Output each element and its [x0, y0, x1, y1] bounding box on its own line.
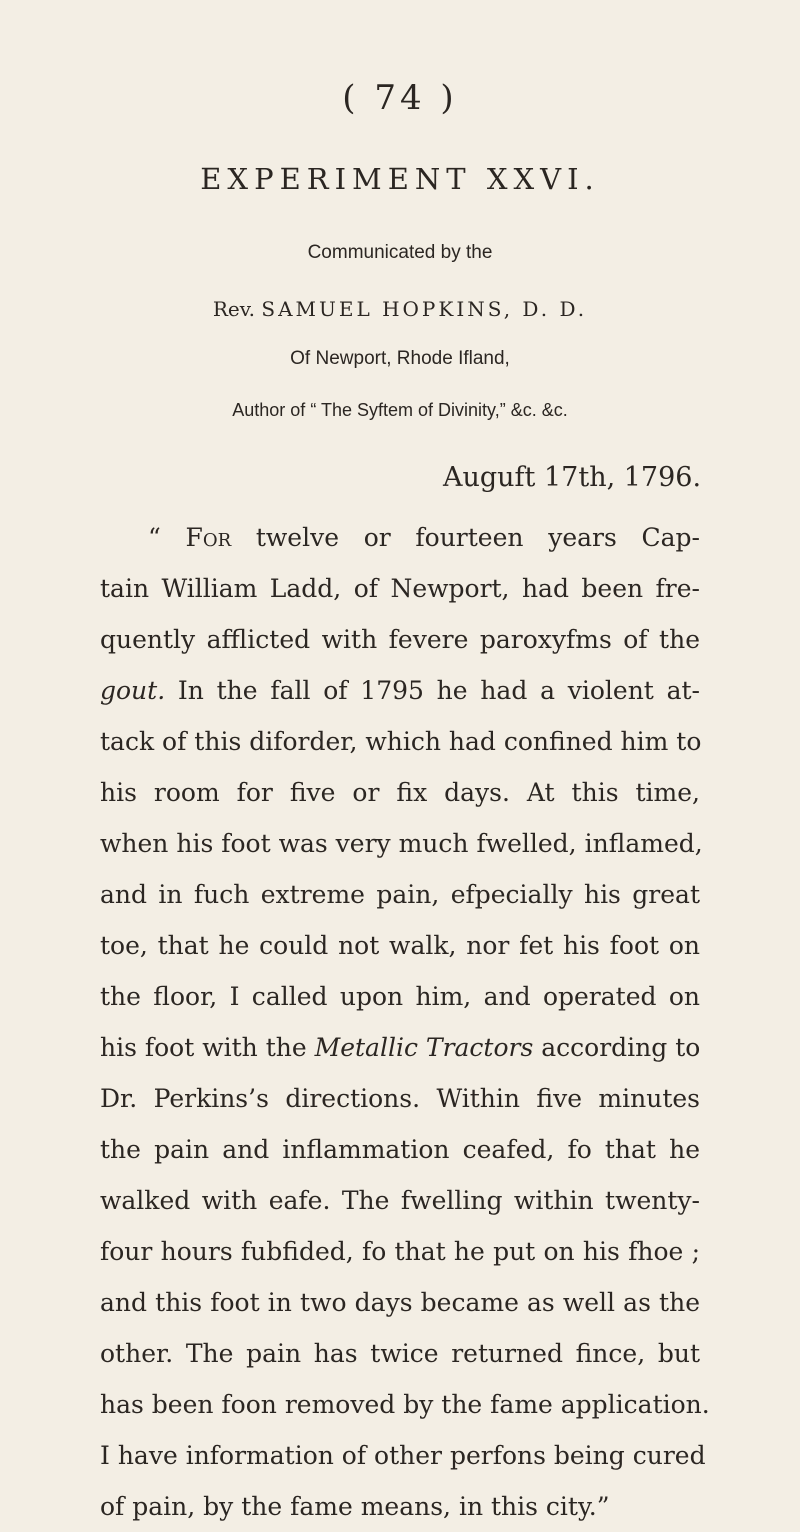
experiment-title: EXPERIMENT XXVI. — [200, 162, 600, 196]
body-line: has been foon removed by the fame application. — [100, 1390, 710, 1419]
page-number: ( 74 ) — [342, 78, 458, 118]
body-line: tack of this diforder, which had confined him to — [100, 727, 702, 756]
body-line: gout. In the fall of 1795 he had a violent at- — [100, 676, 700, 705]
body-line: four hours fubfided, fo that he put on his fhoe ; — [100, 1237, 700, 1266]
body-line: walked with eafe. The fwelling within twenty- — [100, 1186, 700, 1215]
body-line: toe, that he could not walk, nor fet his foot on — [100, 931, 700, 960]
author-line — [0, 297, 800, 321]
body-line: his room for five or fix days. At this time, — [100, 778, 700, 807]
body-line: other. The pain has twice returned fince, but — [100, 1339, 700, 1368]
body-line: when his foot was very much fwelled, inflamed, — [100, 829, 703, 858]
small-caps-word: For — [185, 523, 232, 552]
works-line: Author of “ The Syftem of Divinity,” &c. &c. — [232, 400, 568, 420]
body-line: tain William Ladd, of Newport, had been fre- — [100, 574, 700, 603]
italic-phrase: Metallic Tractors — [314, 1033, 534, 1062]
date-line: Auguft 17th, 1796. — [443, 462, 702, 493]
author-prefix: Rev. — [212, 297, 256, 321]
communicated-line: Communicated by the — [307, 242, 493, 263]
body-line: the floor, I called upon him, and operated on — [100, 982, 700, 1011]
body-line: quently afflicted with fevere paroxyfms of the — [100, 625, 700, 654]
body-line: his foot with the Metallic Tractors according to — [100, 1033, 701, 1062]
body-line: Dr. Perkins’s directions. Within five minutes — [100, 1084, 700, 1113]
body-line: and this foot in two days became as well as the — [100, 1288, 700, 1317]
body-line: and in fuch extreme pain, efpecially his great — [100, 880, 700, 909]
body-line: “ For twelve or fourteen years Cap- — [148, 523, 700, 552]
italic-phrase: gout. — [100, 676, 166, 705]
residence-line: Of Newport, Rhode Ifland, — [290, 348, 510, 369]
body-text — [100, 512, 710, 1532]
body-line: I have information of other perfons being cured — [100, 1441, 706, 1470]
author-name: SAMUEL HOPKINS, D. D. — [261, 297, 588, 321]
body-line: of pain, by the fame means, in this city.” — [100, 1492, 610, 1521]
body-line: the pain and inflammation ceafed, fo that he — [100, 1135, 700, 1164]
